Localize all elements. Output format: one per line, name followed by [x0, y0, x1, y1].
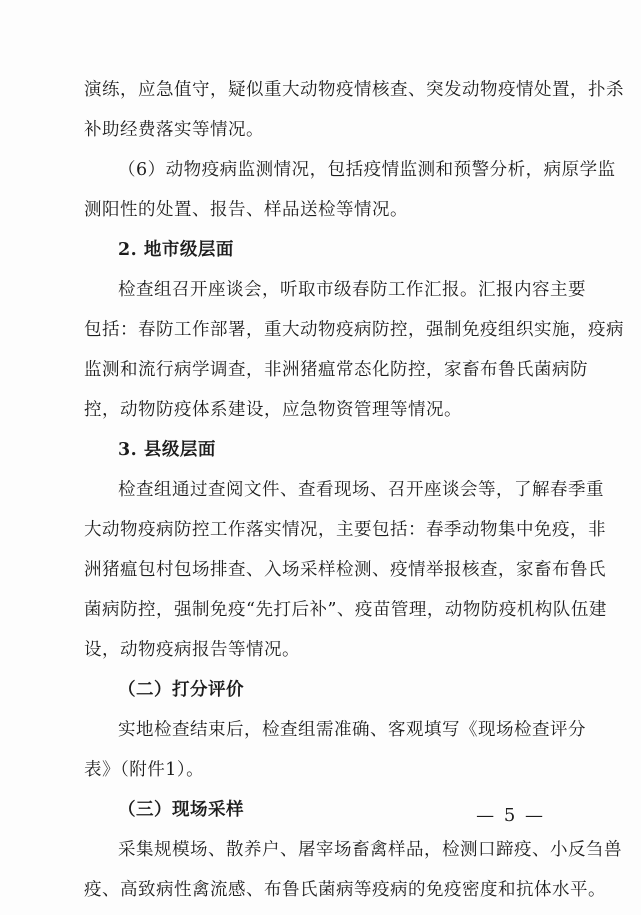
- section-heading: （二）打分评价: [118, 680, 244, 700]
- text-line: 疫、高致病性禽流感、布鲁氏菌病等疫病的免疫密度和抗体水平。: [84, 880, 606, 900]
- text-line: 演练，应急值守，疑似重大动物疫情核查、突发动物疫情处置，扑杀: [84, 80, 624, 100]
- text-line: 检查组召开座谈会，听取市级春防工作汇报。汇报内容主要: [118, 280, 586, 300]
- text-line: 包括：春防工作部署，重大动物疫病防控，强制免疫组织实施，疫病: [84, 320, 624, 340]
- section-heading: 3. 县级层面: [118, 440, 216, 460]
- text-line: 洲猪瘟包村包场排查、入场采样检测、疫情举报核查，家畜布鲁氏: [84, 560, 606, 580]
- document-body: [84, 70, 624, 910]
- text-line: 控，动物防疫体系建设，应急物资管理等情况。: [84, 400, 462, 420]
- text-line: 大动物疫病防控工作落实情况，主要包括：春季动物集中免疫，非: [84, 520, 606, 540]
- text-line: 补助经费落实等情况。: [84, 120, 264, 140]
- text-line: 检查组通过查阅文件、查看现场、召开座谈会等，了解春季重: [118, 480, 604, 500]
- section-heading: 2. 地市级层面: [118, 240, 234, 260]
- text-line: 采集规模场、散养户、屠宰场畜禽样品，检测口蹄疫、小反刍兽: [118, 840, 622, 860]
- page-number: — 5 —: [476, 805, 545, 826]
- text-line: （6）动物疫病监测情况，包括疫情监测和预警分析，病原学监: [118, 160, 616, 180]
- text-line: 监测和流行病学调查，非洲猪瘟常态化防控，家畜布鲁氏菌病防: [84, 360, 588, 380]
- text-line: 菌病防控，强制免疫“先打后补”、疫苗管理，动物防疫机构队伍建: [84, 600, 607, 620]
- text-line: 测阳性的处置、报告、样品送检等情况。: [84, 200, 408, 220]
- text-line: 设，动物疫病报告等情况。: [84, 640, 300, 660]
- text-line: 表》（附件1）。: [84, 760, 205, 780]
- section-heading: （三）现场采样: [118, 800, 244, 820]
- text-line: 实地检查结束后，检查组需准确、客观填写《现场检查评分: [118, 720, 586, 740]
